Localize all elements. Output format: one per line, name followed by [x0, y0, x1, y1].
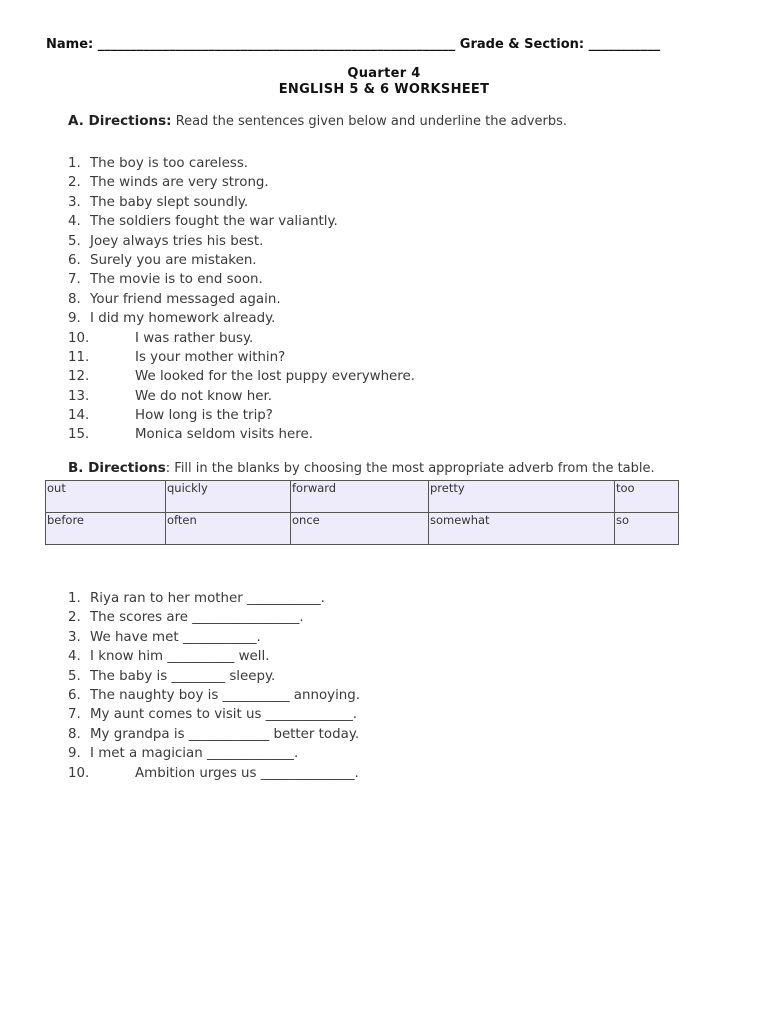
list-item — [68, 195, 415, 214]
list-item — [68, 369, 415, 388]
name-blank: _______________________________________________________ — [97, 37, 456, 52]
name-label: Name: — [46, 37, 94, 52]
list-item — [68, 727, 360, 746]
item-number: 2. — [68, 610, 81, 626]
item-number: 12. — [68, 369, 90, 385]
list-item — [68, 389, 415, 408]
list-item — [68, 688, 360, 707]
item-text: I was rather busy. — [135, 330, 254, 346]
list-item — [68, 175, 415, 194]
table-row — [46, 481, 679, 513]
item-text: The winds are very strong. — [90, 175, 269, 191]
item-number: 6. — [68, 687, 81, 703]
list-item — [68, 649, 360, 668]
item-text: The soldiers fought the war valiantly. — [90, 214, 338, 230]
section-b-text: : Fill in the blanks by choosing the most appropriate adverb from the table. — [165, 461, 655, 476]
item-text: We looked for the lost puppy everywhere. — [135, 369, 416, 385]
grade-section-label: Grade & Section: — [459, 37, 585, 52]
table-row — [46, 513, 679, 545]
list-item — [68, 746, 360, 765]
item-number: 7. — [68, 272, 81, 288]
table-cell: before — [46, 513, 166, 545]
item-text: We do not know her. — [135, 388, 272, 404]
list-item — [68, 610, 360, 629]
table-cell: forward — [291, 481, 429, 513]
header-line — [46, 37, 726, 52]
item-number: 9. — [68, 746, 81, 762]
section-a-label: A. Directions: — [68, 113, 172, 129]
quarter-title: Quarter 4 — [347, 66, 421, 81]
item-text: The scores are ________________. — [90, 610, 304, 626]
table-cell: out — [46, 481, 166, 513]
item-text: Riya ran to her mother ___________. — [90, 591, 325, 606]
item-number: 3. — [68, 194, 81, 210]
list-item — [68, 156, 415, 175]
item-text: Joey always tries his best. — [90, 233, 264, 249]
item-number: 11. — [68, 349, 90, 365]
list-item — [68, 311, 415, 330]
item-number: 2. — [68, 175, 81, 191]
item-number: 8. — [68, 726, 81, 742]
item-number: 10. — [68, 765, 90, 781]
item-number: 14. — [68, 408, 90, 424]
list-item — [68, 331, 415, 350]
item-number: 10. — [68, 330, 90, 346]
list-item — [68, 707, 360, 726]
grade-section-blank: ___________ — [588, 37, 661, 52]
section-a-text: Read the sentences given below and underline the adverbs. — [175, 114, 568, 129]
list-item — [68, 591, 360, 610]
item-text: Ambition urges us ______________. — [135, 765, 359, 781]
item-number: 5. — [68, 233, 81, 249]
worksheet-title: ENGLISH 5 & 6 WORKSHEET — [278, 82, 490, 97]
item-text: Your friend messaged again. — [90, 291, 281, 307]
item-text: My aunt comes to visit us _____________. — [90, 707, 358, 723]
item-number: 1. — [68, 156, 81, 171]
list-item — [68, 272, 415, 291]
section-b-directions — [68, 460, 655, 476]
item-text: Is your mother within? — [135, 349, 286, 365]
item-text: The naughty boy is __________ annoying. — [90, 687, 361, 703]
item-number: 9. — [68, 311, 81, 327]
item-number: 15. — [68, 427, 90, 443]
section-a-directions — [68, 113, 567, 129]
list-item — [68, 350, 415, 369]
item-text: How long is the trip? — [135, 408, 273, 424]
table-cell: quickly — [166, 481, 291, 513]
item-text: I met a magician _____________. — [90, 746, 299, 762]
item-text: The boy is too careless. — [90, 156, 249, 171]
section-a-list — [68, 156, 415, 447]
adverb-table — [45, 480, 679, 545]
item-number: 13. — [68, 388, 90, 404]
item-number: 4. — [68, 214, 81, 230]
item-number: 7. — [68, 707, 81, 723]
table-cell: often — [166, 513, 291, 545]
item-text: The baby slept soundly. — [90, 194, 249, 210]
item-text: Monica seldom visits here. — [135, 427, 313, 443]
table-cell: once — [291, 513, 429, 545]
list-item — [68, 234, 415, 253]
table-cell: so — [615, 513, 679, 545]
list-item — [68, 292, 415, 311]
list-item — [68, 669, 360, 688]
list-item — [68, 253, 415, 272]
item-number: 8. — [68, 291, 81, 307]
table-cell: somewhat — [429, 513, 615, 545]
list-item — [68, 766, 360, 785]
table-cell: too — [615, 481, 679, 513]
item-text: I know him __________ well. — [90, 649, 270, 665]
item-text: Surely you are mistaken. — [90, 252, 257, 268]
item-text: My grandpa is ____________ better today. — [90, 726, 360, 742]
item-number: 1. — [68, 591, 81, 606]
list-item — [68, 427, 415, 446]
item-number: 4. — [68, 649, 81, 665]
list-item — [68, 630, 360, 649]
item-text: The baby is ________ sleepy. — [90, 668, 276, 684]
item-number: 6. — [68, 252, 81, 268]
list-item — [68, 408, 415, 427]
item-text: The movie is to end soon. — [90, 272, 263, 288]
section-b-list — [68, 591, 360, 785]
item-number: 3. — [68, 629, 81, 645]
section-b-label: B. Directions — [68, 460, 166, 476]
item-number: 5. — [68, 668, 81, 684]
item-text: We have met ___________. — [90, 629, 261, 645]
item-text: I did my homework already. — [90, 311, 276, 327]
list-item — [68, 214, 415, 233]
table-cell: pretty — [429, 481, 615, 513]
